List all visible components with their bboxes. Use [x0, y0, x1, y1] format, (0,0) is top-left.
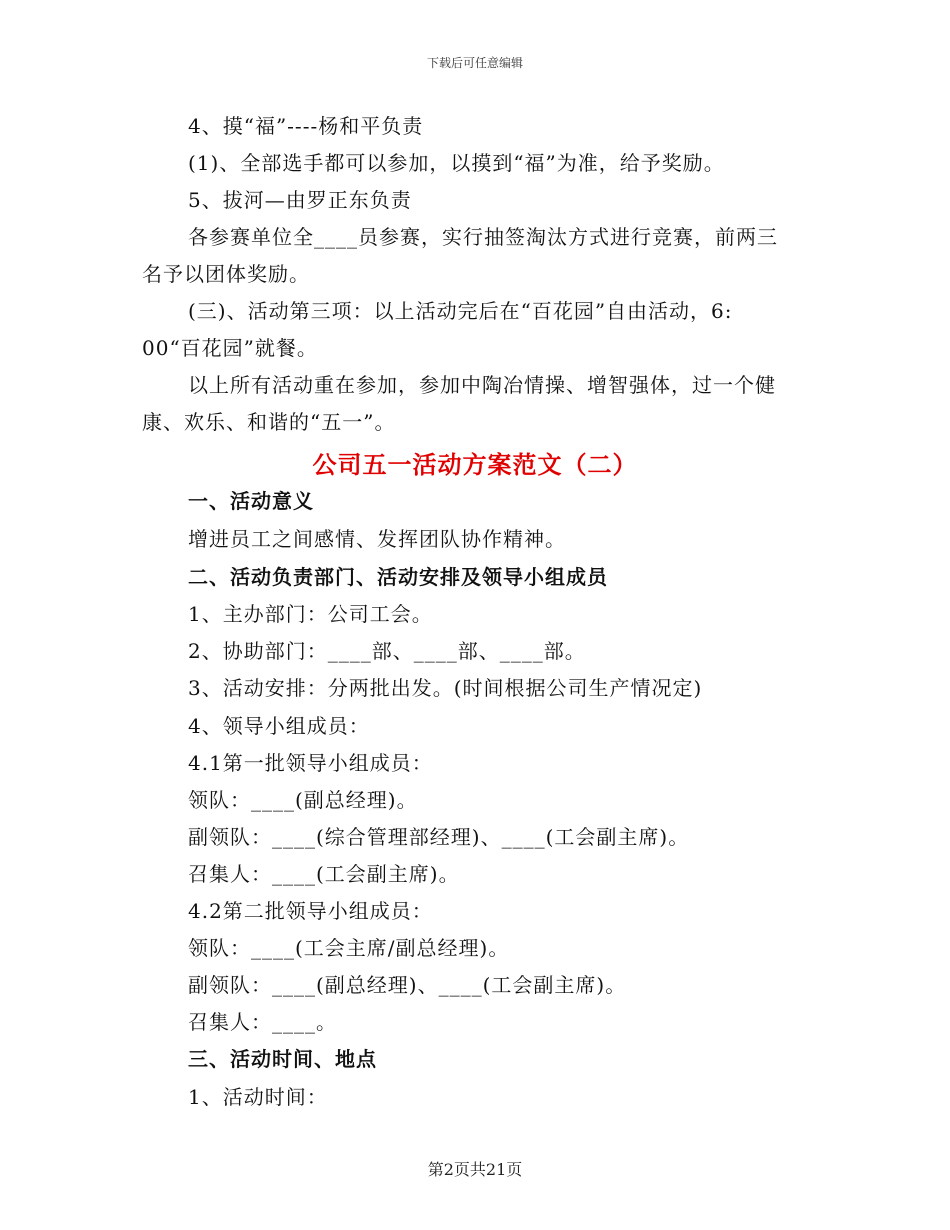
text-line: 5、拔河—由罗正东负责 — [188, 188, 412, 212]
text-line: 2、协助部门：____部、____部、____部。 — [188, 639, 586, 663]
text-line: (1)、全部选手都可以参加，以摸到“福”为准，给予奖励。 — [188, 151, 725, 175]
text-line: 召集人：____(工会副主席)。 — [188, 862, 460, 886]
text-line: 3、活动安排：分两批出发。(时间根据公司生产情况定) — [188, 676, 703, 700]
text-line: 4.2第二批领导小组成员： — [188, 899, 433, 923]
section-title: 公司五一活动方案范文（二） — [312, 450, 638, 479]
text-line: 各参赛单位全____员参赛，实行抽签淘汰方式进行竞赛，前两三 — [188, 225, 778, 249]
text-line: 副领队：____(副总经理)、____(工会副主席)。 — [188, 973, 627, 997]
text-line: 1、活动时间： — [188, 1085, 328, 1109]
text-line: 增进员工之间感情、发挥团队协作精神。 — [188, 527, 566, 551]
text-line: 名予以团体奖励。 — [142, 262, 310, 286]
text-line: 4、领导小组成员： — [188, 714, 370, 738]
text-line: 1、主办部门：公司工会。 — [188, 602, 433, 626]
text-line: 领队：____(副总经理)。 — [188, 788, 418, 812]
text-line: 副领队：____(综合管理部经理)、____(工会副主席)。 — [188, 825, 690, 849]
text-line: (三)、活动第三项：以上活动完后在“百花园”自由活动，6: — [188, 299, 733, 323]
text-line: 召集人：____。 — [188, 1010, 337, 1034]
text-line: 4.1第一批领导小组成员： — [188, 751, 433, 775]
text-line: 领队：____(工会主席/副总经理)。 — [188, 936, 510, 960]
section-heading: 二、活动负责部门、活动安排及领导小组成员 — [188, 565, 608, 589]
text-line: 00“百花园”就餐。 — [142, 336, 318, 360]
page-header: 下载后可任意编辑 — [426, 56, 523, 70]
section-heading: 一、活动意义 — [188, 489, 314, 513]
section-heading: 三、活动时间、地点 — [188, 1047, 377, 1071]
text-line: 4、摸“福”----杨和平负责 — [188, 114, 424, 138]
text-line: 以上所有活动重在参加，参加中陶冶情操、增智强体，过一个健 — [188, 373, 776, 397]
text-line: 康、欢乐、和谐的“五一”。 — [142, 410, 396, 434]
page-footer: 第2页共21页 — [427, 1160, 523, 1179]
